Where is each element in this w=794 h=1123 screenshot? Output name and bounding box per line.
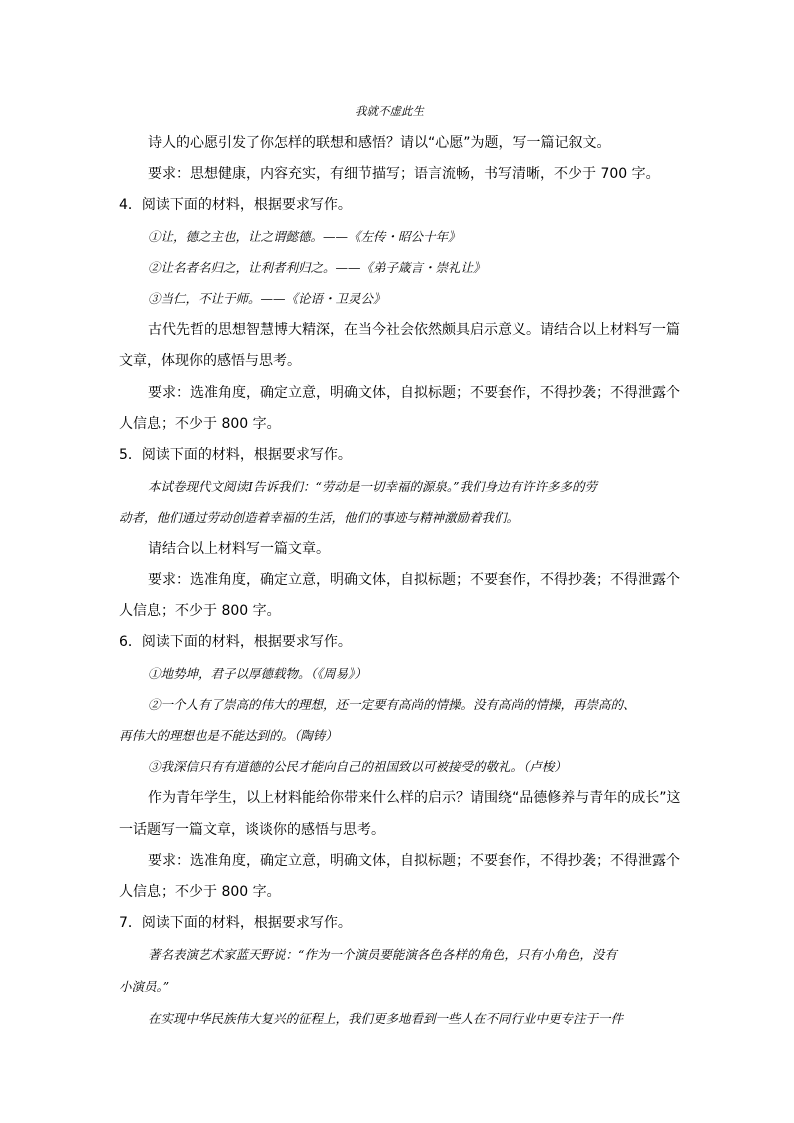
q6-requirements-line-2: 人信息；不少于 800 字。 <box>119 884 281 900</box>
q6-material-2-line-2: 再伟大的理想也是不能达到的。（陶铸） <box>119 728 338 743</box>
q4-material-3: ③当仁，不让于师。——《论语・卫灵公》 <box>148 291 386 306</box>
q4-prompt-line-1: 古代先哲的思想智慧博大精深，在当今社会依然颇具启示意义。请结合以上材料写一篇 <box>148 322 680 338</box>
prompt-question: 诗人的心愿引发了你怎样的联想和感悟？请以“心愿”为题，写一篇记叙文。 <box>148 135 611 151</box>
q4-material-2: ②让名者名归之，让利者利归之。——《弟子箴言・崇礼让》 <box>148 260 486 275</box>
q4-requirements-line-2: 人信息；不少于 800 字。 <box>119 416 281 432</box>
q6-material-1: ①地势坤，君子以厚德载物。（《周易》） <box>148 666 367 681</box>
q4-heading: 4．阅读下面的材料，根据要求写作。 <box>119 197 352 213</box>
q6-material-2-line-1: ②一个人有了崇高的伟大的理想，还一定要有高尚的情操。没有高尚的情操，再崇高的、 <box>148 697 636 712</box>
q7-material-2-line-1: 在实现中华民族伟大复兴的征程上，我们更多地看到一些人在不同行业中更专注于一件 <box>148 1011 624 1026</box>
q5-prompt: 请结合以上材料写一篇文章。 <box>148 541 330 557</box>
poem-closing-line: 我就不虚此生 <box>355 104 424 118</box>
q5-material-line-2: 动者，他们通过劳动创造着幸福的生活，他们的事迹与精神激励着我们。 <box>119 510 520 525</box>
q7-material-1-line-1: 著名表演艺术家蓝天野说：“作为一个演员要能演各色各样的角色，只有小角色，没有 <box>148 947 617 962</box>
q4-prompt-line-2: 文章，体现你的感悟与思考。 <box>119 353 301 369</box>
q6-prompt-line-2: 一话题写一篇文章，谈谈你的感悟与思考。 <box>119 822 385 838</box>
q4-requirements-line-1: 要求：选准角度，确定立意，明确文体，自拟标题；不要套作，不得抄袭；不得泄露个 <box>148 385 680 401</box>
q6-material-3: ③我深信只有有道德的公民才能向自己的祖国致以可被接受的敬礼。（卢梭） <box>148 759 567 774</box>
q6-heading: 6．阅读下面的材料，根据要求写作。 <box>119 634 352 650</box>
q7-material-1-line-2: 小演员。” <box>119 979 170 994</box>
prompt-requirements: 要求：思想健康，内容充实，有细节描写；语言流畅，书写清晰，不少于 700 字。 <box>148 166 660 182</box>
q5-heading: 5．阅读下面的材料，根据要求写作。 <box>119 447 352 463</box>
q5-material-line-1: 本试卷现代文阅读Ⅰ告诉我们：“劳动是一切幸福的源泉。”我们身边有许许多多的劳 <box>148 479 597 494</box>
q7-heading: 7．阅读下面的材料，根据要求写作。 <box>119 915 352 931</box>
q5-requirements-line-2: 人信息；不少于 800 字。 <box>119 603 281 619</box>
q6-prompt-line-1: 作为青年学生，以上材料能给你带来什么样的启示？请围绕“品德修养与青年的成长”这 <box>148 790 681 806</box>
q4-material-1: ①让，德之主也，让之谓懿德。——《左传・昭公十年》 <box>148 229 461 244</box>
q5-requirements-line-1: 要求：选准角度，确定立意，明确文体，自拟标题；不要套作，不得抄袭；不得泄露个 <box>148 572 680 588</box>
q6-requirements-line-1: 要求：选准角度，确定立意，明确文体，自拟标题；不要套作，不得抄袭；不得泄露个 <box>148 853 680 869</box>
